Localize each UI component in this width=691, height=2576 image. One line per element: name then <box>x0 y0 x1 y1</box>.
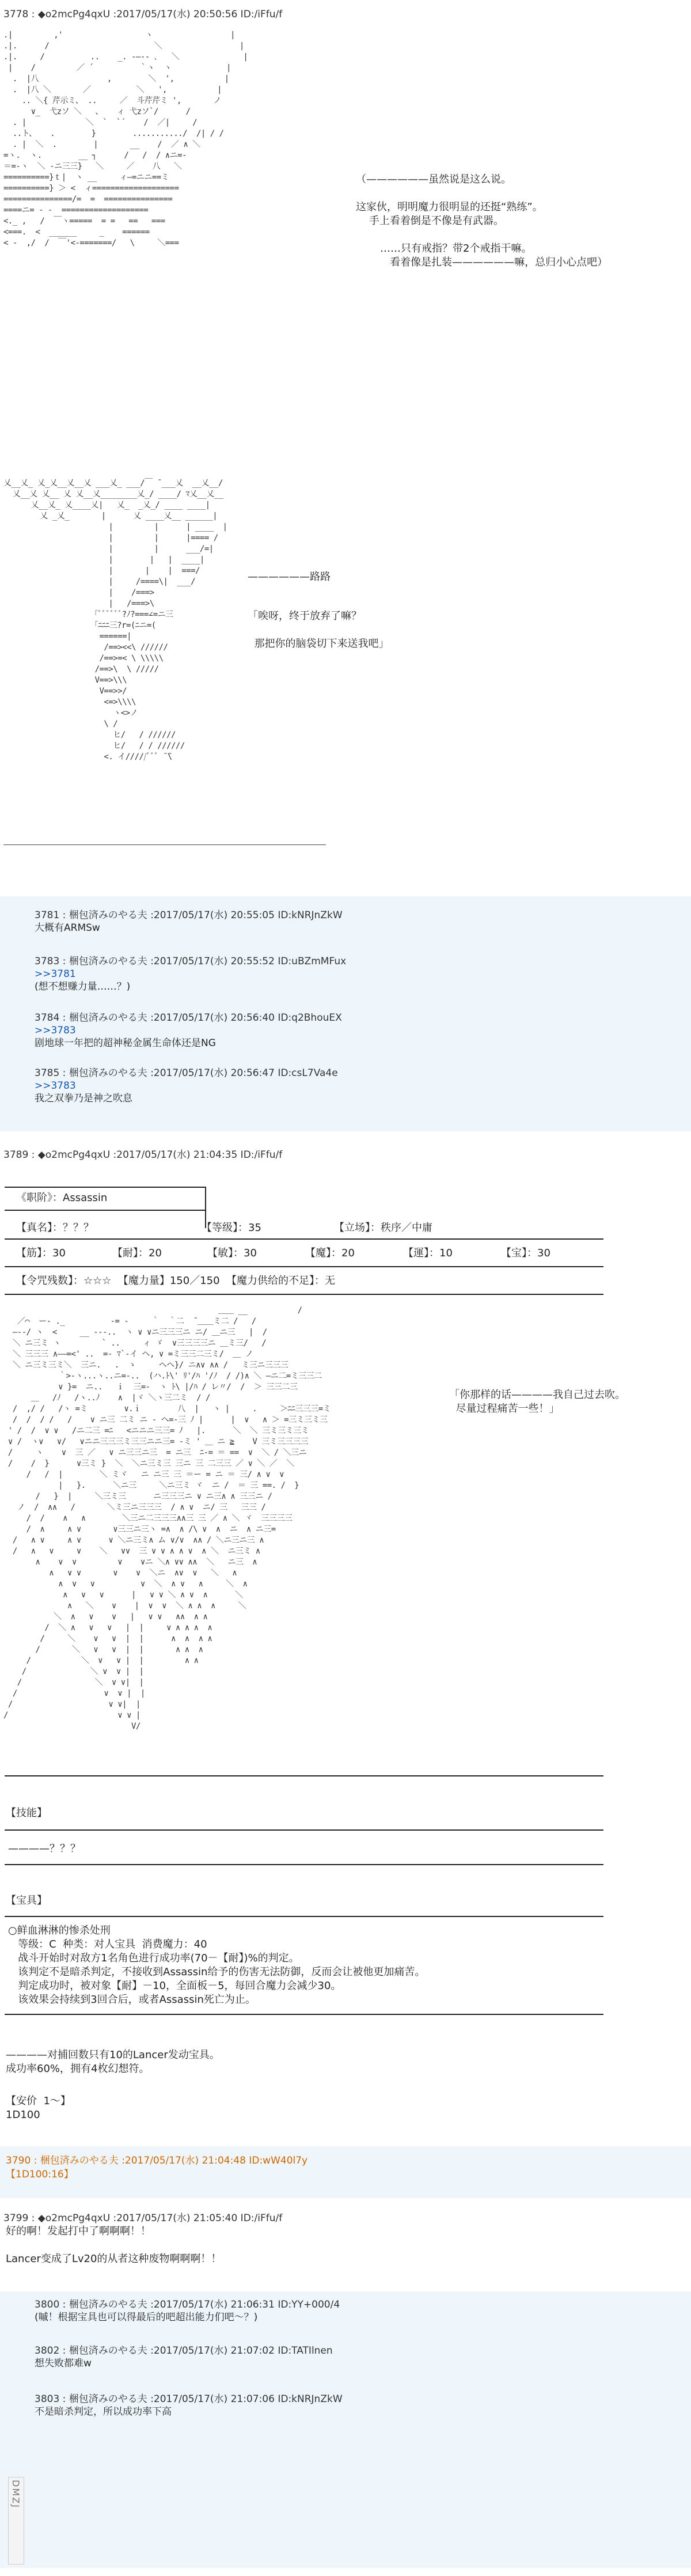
sheet-border <box>5 1916 603 1917</box>
sheet-border <box>5 1864 603 1865</box>
sheet-border <box>5 1775 603 1776</box>
sheet-border <box>5 1238 603 1240</box>
sheet-border <box>5 2014 603 2015</box>
post-header: 3799 : ◆o2mcPg4qxU :2017/05/17(水) 21:05:40 ID:/iFfu/f <box>3 2213 283 2224</box>
post-text: 【安价 1～】 1D100 <box>6 2095 71 2121</box>
post-header: 3778 : ◆o2mcPg4qxU :2017/05/17(水) 20:50:56 ID:/iFfu/f <box>3 9 283 20</box>
skill-body: ————？？？ <box>8 1843 81 1855</box>
sheet-border <box>5 1829 603 1831</box>
reply-header: 3781 : 梱包済みのやる夫 :2017/05/17(水) 20:55:05 ID:kNRJnZkW <box>35 910 343 921</box>
reply-link[interactable]: >>3781 <box>35 968 76 980</box>
true-name: 【真名】：？？？ <box>16 1222 94 1234</box>
site-watermark <box>8 2477 24 2564</box>
stat-str: 【筋】：30 <box>16 1247 66 1259</box>
reply-block <box>0 896 691 1131</box>
reply-body: 不是暗杀判定，所以成功率下高 <box>35 2406 172 2418</box>
sheet-border <box>5 1294 603 1295</box>
ascii-art-assassin: ＿＿ __ / ／⌒ ー- ._ -= ‐ ｀ ｀二 ̄ ＿＿ミ二 / / ―--/ ヽ < __ ---.. ヽ ∨ ∨ニ三三三ニ ニ/ ＿ニ三 | / ＼ ニ三ミ ヽ ` .. ィ ゞ ∨三三三三ニ ＿ミ三/ / ＼ 三三三 ∧――=<' .. =- ﾏ`-イ ヘ, ∨ =ミ三三二三ミ/ ＿ ノ ＼ ニ三ミ三ミ＼ 三ニ. . ゝ ヘヘ}/ ニ∧∨ ∧∧ / ミ三ニ三三三 ｀>-ヽ...ヽ..ニ=-.. (ハ.ﾄ\' ﾘ'/ﾊ '/ﾉ / /)∧ ＼ ―ニ二=ミ三三二 ∨ }= ニ.. ｉ 三=- ヽ ﾄ\ |/ﾊ / レ〃/ / ＞ 三三二三 ＿ /ﾉ /ヽ..ﾉ ∧ |ヾ ＼ヽ三二ミ / / / ,/ / /ヽ =ミ ∨.ｉ 八 | ヽ | . ＞ﾆﾆ三三三=ミ / / / / / ∨ ニ三 二ミ ニ - ヘ=-三 ﾉ | | ∨ ∧ ＞ =三ミ三ミ三 ' / / ∨ ∨ /ニ二三 =ﾆ <ニニニ三三= ﾉ |. ＼ ＼ 三ミ三ミ三ミ ∨ / ヽ∨ ∨/ ∨ニニ三三三ミ三三ニニ三= -ミ ' ＿ ニ ≧ V 三ミ三三三三 / ヽ ∨ 三 ／ ∨ ニ三三ニ三 = ニ三 ﾆ-= ＝ == ∨ ＼ / ＼三ニ / / } ∨三ミ } ＼ ＼ニ三ミ三 三ニ 三 二三三 ／ ∨ ＼ ／ ＼ / / | ＼ ミヾ ニ ニ三 三 ＝ー = ニ ＝ 三/ ∧ ∨ ∨ | }. ＼ニ三 ＼ニ三ミ ヾ ニ / ＝ 三 ==. / } / } | ＼三ミ三 ニ三三三ニ ∨ ニ三∧ ∧ 三三ニ / ノ / ∧∧ / ＼ミ三ニ三三三 / ∧ ∨ ニ/ 三 三三 / / / ∧ ∧ ＼三ニ二三三三∧∧三 三 ／ ∧ ＼ ヾ 三三三三 / ∧ ∧ ∨ ∨三三ニ三ヽ =∧ ∧ /\ ∨ ∧ ニ ∧ ニ三= / ∧ ∨ ∧ ∨ ∨ ＼ニ三ミ∧ ム ∨/∨ ∧∧ / ＼ニ三ニ三 ∧ / ∧ ∨ ∨ ＼ ∨∨ 三 ∨ ∨ ∧ ∧ ∨ ∧ ＼ ニ三ミ ∧ ∧ ∨ ∨ ∨ ∨ニ ＼∧ ∨∨ ∧∧ ＼ ニ三 ∧ ∧ ∨ ∨ ∨ ∨ ＼ニ ∧∨ ∨ ＼ ∧ ∧ ∨ ∨ ∨ ＼ ∧ ∨ ∧ ＼ ∧ ∧ ∨ ∨ | ∨ ∨ ＼ ∧ ∨ ∧ ＼ ∧ ＼ ∨ | ∨ ∨ ＼ ∧ ∧ ∧ ＼ ＼ ∧ ∨ ∨ | ∨ ∨ ∧∧ ∧ ∧ / ＼ ∧ ∨ ∨ | | ∨ ∧ ∧ ∧ ∧ / ＼ ∨ ∨ | | ∧ ∧ ∧ ∧ / ＼ ∨ ∨ | | ∧ ∧ ∧ / ＼ ∨ ∨ | | ∧ ∧ / ＼ ∨ ∨ | | / ＼ ∨ ∨| | / ∨ ∨ | | / ∨ ∨| | / ∨ ∨ | V/ <box>3 1306 331 1731</box>
np-body: ○鲜血淋淋的惨杀处刑 等级：C 种类：对人宝具 消费魔力：40 战斗开始时对敌方1名角色进行成功率(70－【耐】)%的判定。 该判定不是暗杀判定，不接收到Assassin给予的伤害无法防御，反而会让被他更加痛苦。 判定成功时，被对象【耐】－10，全面板－5，每回合魔力会减少30。 该效果会持续到3回合后，或者Assassin死亡为止。 <box>8 1925 426 2006</box>
reply-header: 3802 : 梱包済みのやる夫 :2017/05/17(水) 21:07:02 ID:TATIlnen <box>35 2345 333 2357</box>
np-title: 【宝具】 <box>6 1895 47 1907</box>
speech-text: （——————虽然说是这么说。 <box>356 173 511 185</box>
reply <box>35 2393 343 2418</box>
stat-agi: 【敏】：30 <box>207 1247 257 1259</box>
reply-body: 大概有ARMSw <box>35 922 100 934</box>
reply-block <box>0 2146 691 2198</box>
reply <box>35 1012 342 1050</box>
sheet-border <box>5 1210 206 1211</box>
reply-body: 剧地球一年把的超神秘金属生命体还是NG <box>35 1037 216 1049</box>
reply-body: (嘁！根据宝具也可以得最后的吧超出能力们吧～？) <box>35 2312 258 2323</box>
reply-link[interactable]: >>3783 <box>35 1025 76 1036</box>
post-text: ————对捕回数只有10的Lancer发动宝具。 成功率60%，拥有4枚幻想符。 <box>6 2049 220 2075</box>
level: 【等级】：35 <box>202 1222 261 1234</box>
watermark-text: DMZJ <box>10 2480 21 2509</box>
reply-header: 3800 : 梱包済みのやる夫 :2017/05/17(水) 21:06:31 ID:YY+000/4 <box>35 2299 340 2310</box>
speech-text: ……只有戒指？带2个戒指干嘛。 看着像是扎装——————嘛，总归小心点吧） <box>380 243 608 268</box>
reply-body: 我之双拳乃是神之吹息 <box>35 1093 132 1104</box>
stance: 【立场】：秩序／中庸 <box>334 1222 432 1234</box>
speech-text: 这家伙，明明魔力很明显的还挺“熟练”。 手上看着倒是不像是有武器。 <box>356 201 543 227</box>
command-line: 【令咒残数】：☆☆☆ 【魔力量】150／150 【魔力供给的不足】：无 <box>16 1275 336 1287</box>
post-text: 好的啊！发起打中了啊啊啊！！ Lancer变成了Lv20的从者这种废物啊啊啊！！ <box>6 2225 222 2265</box>
reply <box>35 1067 338 1105</box>
sheet-border <box>5 1266 603 1267</box>
reply-header: 3790 : 梱包済みのやる夫 :2017/05/17(水) 21:04:48 ID:wW40l7y <box>6 2155 308 2166</box>
reply <box>35 2298 340 2324</box>
skill-title: 【技能】 <box>6 1807 47 1819</box>
reply <box>35 2344 333 2370</box>
reply-header: 3784 : 梱包済みのやる夫 :2017/05/17(水) 20:56:40 ID:q2BhouEX <box>35 1012 342 1024</box>
stat-np: 【宝】：30 <box>501 1247 550 1259</box>
dice-result: 【1D100:16】 <box>6 2169 74 2180</box>
ascii-art-scene: .| ,' ヽ | .|. / ＼ | .|. / .. _. -―‐- ､ ＼ | | / ／ ´ ｀ヽ ヽ | . |八 , ＼ ', | . |八 ＼ ／ ＼ ', | .. ＼{ 芹示ミ、 .. ／ 斗芹芹ミ ', ノ ∨_ 弋zソ ＼ 、 ィ 弋zソ`/ / . | ＼ ` `´ / ／| / ..ト、 . } .........../ /| / / . | ＼ . | __ / ／ ∧ ＼ =ヽ. ヽ. __ ┐ / / / ∧ニ=- ＝=-ヽ ＼ -ニ三三} ＼ ／ 八 ＼ ==========}ｔ| ヽ __ ィ―=ニニ==ミ ==========} ＞ < ィ=================== ===============/= = =============== ====ニ= - - =================== <._ , / ￣ヽ===== = = == === <===. < ______ _ ====== < - ,/ / ￣'<-=======/ \ ＼=== <box>3 31 248 248</box>
speech-text: ——————路路 <box>248 571 331 583</box>
stat-luk: 【運】：10 <box>403 1247 453 1259</box>
reply-header: 3803 : 梱包済みのやる夫 :2017/05/17(水) 21:07:06 ID:kNRJnZkW <box>35 2393 343 2405</box>
sheet-border <box>5 1187 206 1188</box>
stat-mag: 【魔】：20 <box>305 1247 355 1259</box>
reply <box>35 955 346 993</box>
post-header: 3789 : ◆o2mcPg4qxU :2017/05/17(水) 21:04:35 ID:/iFfu/f <box>3 1149 283 1161</box>
speech-text: 「你那样的话————我自己过去吹。 尽量过程痛苦一些！」 <box>449 1389 625 1415</box>
reply-body: 想失败都难w <box>35 2358 92 2369</box>
reply-header: 3783 : 梱包済みのやる夫 :2017/05/17(水) 20:55:52 ID:uBZmMFux <box>35 956 347 967</box>
class-line: 《职阶》：Assassin <box>16 1192 108 1204</box>
stat-end: 【耐】：20 <box>112 1247 162 1259</box>
reply-link[interactable]: >>3783 <box>35 1080 76 1092</box>
reply <box>35 909 343 934</box>
reply-header: 3785 : 梱包済みのやる夫 :2017/05/17(水) 20:56:47 ID:csL7Va4e <box>35 1067 338 1079</box>
speech-text: 「唉呀，终于放弃了嘛？ 那把你的脑袋切下来送我吧」 <box>248 610 389 650</box>
reply-body: (想不想赚力量……？) <box>35 981 131 992</box>
reply-block <box>0 2291 691 2568</box>
ascii-art-figure: 乂__乂_ 乂_乂__乂__乂 ___乂_ ___/￣ ̄ ___乂 __乂__/ 乂__乂 乂__ 乂 乂__乂________乂_/ ____/ ﾏ乂__乂__ 乂__乂_ 乂____乂| 乂_ _乂_/ ____ ____| 乂 _乂_ | 乂 ____乂__ ______| | | | ____ | | | |==== / | | ___/=| | | | ____| | | | ===/ | /====\| ___/ | /===> | /===>\ 「ﾞﾞﾞﾞﾞﾞ?ﾉ?===∠=ニ三 「ﾆﾆﾆ三?r=(ﾆニ=( ======| /==><<\ ////// /==>=< \ \\\\\ /==>\ \ ///// V==>\\\ V==>>/ <=>\\\\ ヽ<>ノ \ / ヒ/ / ////// ヒ/ / / ////// <. イ/////ﾞﾞﾞ ̄ ̄\ <box>3 479 227 762</box>
divider <box>3 844 326 845</box>
